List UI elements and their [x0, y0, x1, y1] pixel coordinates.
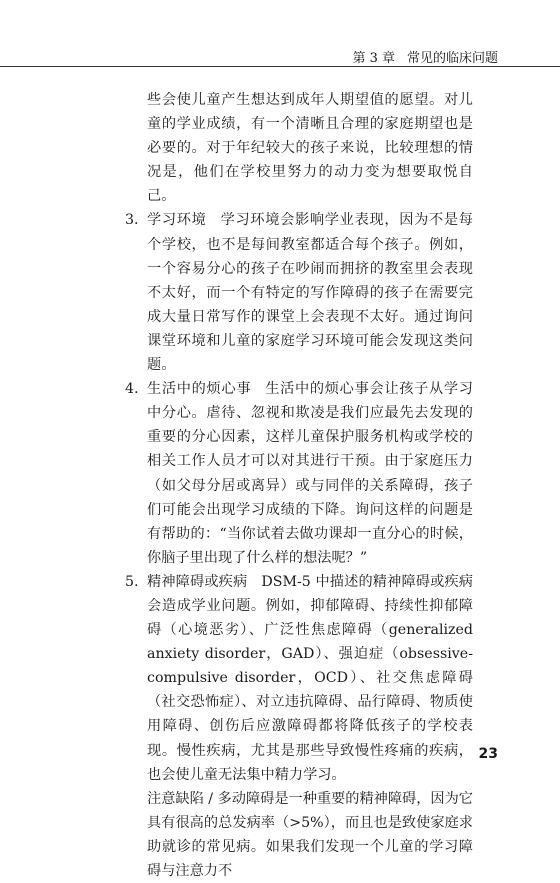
- list-item-4: [125, 377, 473, 570]
- item-number: 5.: [125, 573, 139, 590]
- continuation-paragraph: 些会使儿童产生想达到成年人期望值的愿望。对儿童的学业成绩，有一个清晰且合理的家庭期望也是必要的。对于年纪较大的孩子来说，比较理想的情况是，他们在学校里努力的动力变为想要取悦自己。: [147, 92, 473, 205]
- item-heading: 学习环境: [147, 212, 207, 229]
- item-text: DSM-5 中描述的精神障碍或疾病会造成学业问题。例如，抑郁障碍、持续性抑郁障碍（心境恶劣）、广泛性焦虑障碍（generalized anxiety disorder，GAD）、强迫症（obsessive-compulsive disorder，OCD）、社交焦虑障碍（社交恐怖症）、对立违抗障碍、品行障碍、物质使用障碍、创伤后应激障碍都将降低孩子的学校表现。慢性疾病，尤其是那些导致慢性疼痛的疾病，也会使儿童无法集中精力学习。: [147, 573, 473, 783]
- item-text: 学习环境会影响学业表现，因为不是每个学校，也不是每间教室都适合每个孩子。例如，一个容易分心的孩子在吵闹而拥挤的教室里会表现不太好，而一个有特定的写作障碍的孩子在需要完成大量日常写作的课堂上会表现不太好。通过询问课堂环境和儿童的家庭学习环境可能会发现这类问题。: [147, 212, 473, 374]
- list-item-5: [125, 570, 473, 787]
- running-header: [352, 47, 498, 66]
- item-text: 生活中的烦心事会让孩子从学习中分心。虐待、忽视和欺凌是我们应最先去发现的重要的分心因素，这样儿童保护服务机构或学校的相关工作人员才可以对其进行干预。由于家庭压力（如父母分居或离异）或与同伴的关系障碍，孩子们可能会出现学习成绩的下降。询问这样的问题是有帮助的：“当你试着去做功课却一直分心的时候，你脑子里出现了什么样的想法呢？”: [147, 381, 473, 566]
- item-heading: 精神障碍或疾病: [147, 573, 248, 590]
- page-number: 23: [478, 746, 498, 762]
- item-number: 4.: [125, 381, 139, 398]
- item-heading: 生活中的烦心事: [147, 381, 252, 398]
- header-rule: [0, 66, 560, 67]
- chapter-label: 第 3 章: [352, 51, 395, 66]
- closing-paragraph: 注意缺陷 / 多动障碍是一种重要的精神障碍，因为它具有很高的总发病率（>5%），而且也是致使家庭求助就诊的常见病。如果我们发现一个儿童的学习障碍与注意力不: [147, 790, 473, 879]
- item-number: 3.: [125, 212, 139, 229]
- chapter-title: 常见的临床问题: [406, 51, 498, 66]
- list-item-3: [125, 208, 473, 377]
- page-body: [125, 88, 473, 883]
